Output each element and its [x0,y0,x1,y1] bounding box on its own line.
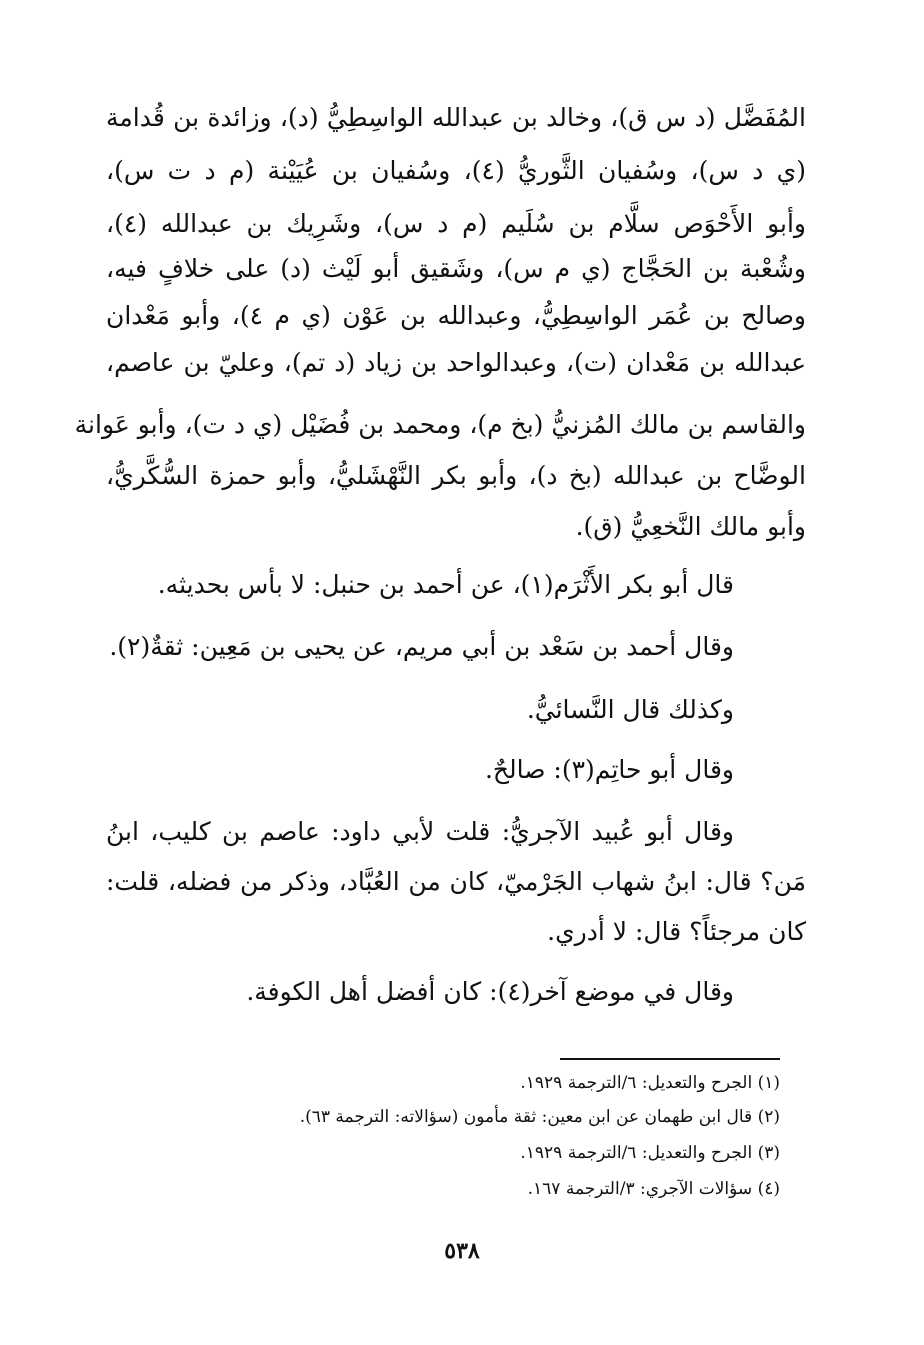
paragraph-line: وقال في موضع آخر(٤): كان أفضل أهل الكوفة. [246,977,734,1006]
paragraph-line: وقال أحمد بن سَعْد بن أبي مريم، عن يحيى بن مَعِين: ثقةٌ(٢). [109,632,734,661]
text-line: وشُعْبة بن الحَجَّاج (ي م س)، وشَقيق أبو لَيْث (د) على خلافٍ فيه، [106,254,806,283]
footnote-separator [560,1058,780,1060]
footnote: (٢) قال ابن طهمان عن ابن معين: ثقة مأمون (سؤالاته: الترجمة ٦٣). [299,1107,780,1127]
text-line: وأبو مالك النَّخعِيُّ (ق). [575,512,806,541]
paragraph-line: وقال أبو حاتِم(٣): صالحٌ. [484,755,734,784]
text-line: وصالح بن عُمَر الواسِطِيُّ، وعبدالله بن عَوْن (ي م ٤)، وأبو مَعْدان [106,301,806,330]
text-line: مَن؟ قال: ابنُ شهاب الجَرْميّ، كان من العُبَّاد، وذكر من فضله، قلت: [106,867,806,896]
paragraph-line: قال أبو بكر الأَثْرَم(١)، عن أحمد بن حنبل: لا بأس بحديثه. [157,570,734,599]
paragraph-line: وكذلك قال النَّسائيُّ. [526,695,734,724]
text-line: (ي د س)، وسُفيان الثَّوريُّ (٤)، وسُفيان بن عُيَيْنة (م د ت س)، [106,156,806,185]
text-line: وأبو الأَحْوَص سلَّام بن سُلَيم (م د س)، وشَرِيك بن عبدالله (٤)، [106,209,806,238]
page-number: ٥٣٨ [444,1238,480,1264]
text-line: عبدالله بن مَعْدان (ت)، وعبدالواحد بن زياد (د تم)، وعليّ بن عاصم، [106,348,806,377]
text-line: الوضَّاح بن عبدالله (بخ د)، وأبو بكر النَّهْشَليُّ، وأبو حمزة السُّكَّريُّ، [106,461,806,490]
text-line: المُفَضَّل (د س ق)، وخالد بن عبدالله الواسِطِيُّ (د)، وزائدة بن قُدامة [106,103,806,132]
paragraph-line: وقال أبو عُبيد الآجريُّ: قلت لأبي داود: عاصم بن كليب، ابنُ [106,817,734,846]
text-line: كان مرجئاً؟ قال: لا أدري. [547,917,806,946]
footnote: (٣) الجرح والتعديل: ٦/الترجمة ١٩٢٩. [520,1143,780,1163]
footnote: (١) الجرح والتعديل: ٦/الترجمة ١٩٢٩. [520,1073,780,1093]
text-line: والقاسم بن مالك المُزنيُّ (بخ م)، ومحمد بن فُضَيْل (ي د ت)، وأبو عَوانة [74,410,806,439]
footnote: (٤) سؤالات الآجري: ٣/الترجمة ١٦٧. [527,1179,780,1199]
